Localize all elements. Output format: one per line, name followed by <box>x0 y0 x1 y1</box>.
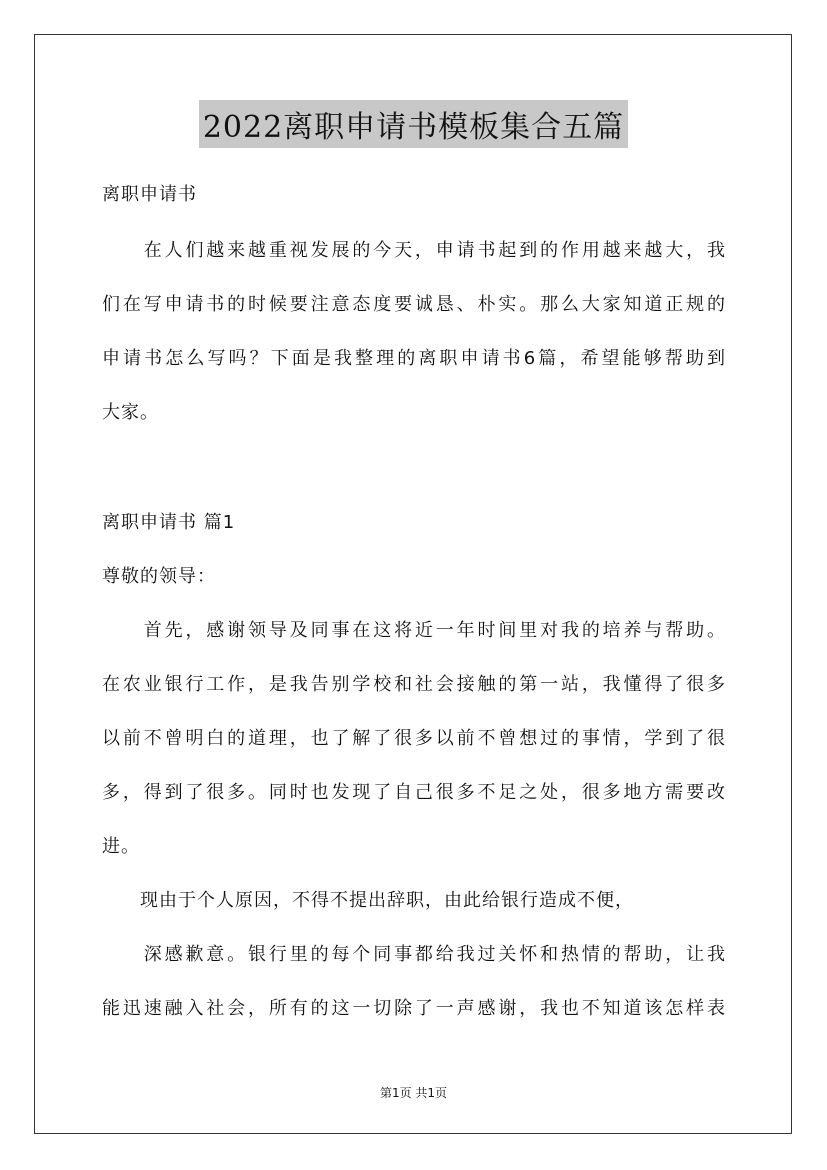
paragraph-line: 以前不曾明白的道理，也了解了很多以前不曾想过的事情，学到了很 <box>102 728 726 749</box>
paragraph-line: 申请书怎么写吗？下面是我整理的离职申请书6篇，希望能够帮助到 <box>102 348 726 369</box>
paragraph-line: 进。 <box>102 836 140 857</box>
document-title: 2022离职申请书模板集合五篇 <box>199 100 628 148</box>
page-footer: 第1页 共1页 <box>379 1086 448 1100</box>
paragraph-line: 深感歉意。银行里的每个同事都给我过关怀和热情的帮助，让我 <box>102 944 726 965</box>
paragraph-line: 能迅速融入社会，所有的这一切除了一声感谢，我也不知道该怎样表 <box>102 998 726 1019</box>
section-heading: 离职申请书 <box>102 184 197 205</box>
paragraph-line: 首先，感谢领导及同事在这将近一年时间里对我的培养与帮助。 <box>102 620 726 641</box>
paragraph-line: 在农业银行工作，是我告别学校和社会接触的第一站，我懂得了很多 <box>102 674 726 695</box>
section-heading: 离职申请书 篇1 <box>102 512 236 533</box>
paragraph-line: 大家。 <box>102 402 159 423</box>
paragraph-line: 多，得到了很多。同时也发现了自己很多不足之处，很多地方需要改 <box>102 782 726 803</box>
paragraph-line: 现由于个人原因，不得不提出辞职，由此给银行造成不便， <box>102 890 634 911</box>
salutation: 尊敬的领导： <box>102 566 216 587</box>
paragraph-line: 在人们越来越重视发展的今天，申请书起到的作用越来越大，我 <box>102 240 726 261</box>
paragraph-line: 们在写申请书的时候要注意态度要诚恳、朴实。那么大家知道正规的 <box>102 294 726 315</box>
document-title-container <box>0 100 827 148</box>
